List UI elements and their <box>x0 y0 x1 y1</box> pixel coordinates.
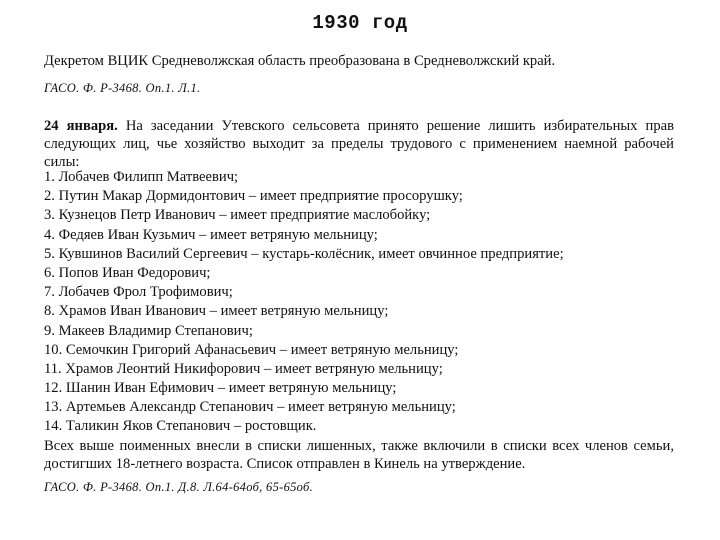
list-item: 8. Храмов Иван Иванович – имеет ветряную мельницу; <box>44 303 389 320</box>
source-citation-2: ГАСО. Ф. Р-3468. Оп.1. Д.8. Л.64-64об, 65-65об. <box>44 480 314 494</box>
list-item: 2. Путин Макар Дормидонтович – имеет предприятие просорушку; <box>44 188 463 205</box>
list-item: 1. Лобачев Филипп Матвеевич; <box>44 169 239 185</box>
closing-paragraph: Всех выше поименных внесли в списки лишенных, также включили в списки всех членов семьи, достигших 18-летнего возраста. Список отправлен в Кинель на утверждение. <box>44 438 674 472</box>
decree-paragraph: Декретом ВЦИК Средневолжская область преобразована в Средневолжский край. <box>44 53 556 69</box>
page-title: 1930 год <box>312 12 408 34</box>
list-item: 13. Артемьев Александр Степанович – имеет ветряную мельницу; <box>44 399 456 416</box>
entry-paragraph <box>44 117 674 171</box>
source-citation-1: ГАСО. Ф. Р-3468. Оп.1. Л.1. <box>44 81 201 95</box>
list-item: 6. Попов Иван Федорович; <box>44 264 211 281</box>
list-item: 11. Храмов Леонтий Никифорович – имеет ветряную мельницу; <box>44 360 443 377</box>
persons-list <box>44 168 684 437</box>
list-item: 9. Макеев Владимир Степанович; <box>44 322 253 339</box>
list-item: 5. Кувшинов Василий Сергеевич – кустарь-колёсник, имеет овчинное предприятие; <box>44 245 564 262</box>
list-item: 12. Шанин Иван Ефимович – имеет ветряную мельницу; <box>44 380 397 397</box>
list-item: 7. Лобачев Фрол Трофимович; <box>44 284 233 301</box>
entry-date: 24 января. <box>44 118 118 134</box>
entry-text: На заседании Утевского сельсовета принято решение лишить избирательных прав следующих лиц, чье хозяйство выходит за пределы трудового с применением наемной рабочей силы: <box>44 118 674 170</box>
list-item: 14. Таликин Яков Степанович – ростовщик. <box>44 418 317 435</box>
list-item: 10. Семочкин Григорий Афанасьевич – имеет ветряную мельницу; <box>44 341 459 358</box>
list-item: 4. Федяев Иван Кузьмич – имеет ветряную мельницу; <box>44 226 378 243</box>
list-item: 3. Кузнецов Петр Иванович – имеет предприятие маслобойку; <box>44 207 431 224</box>
